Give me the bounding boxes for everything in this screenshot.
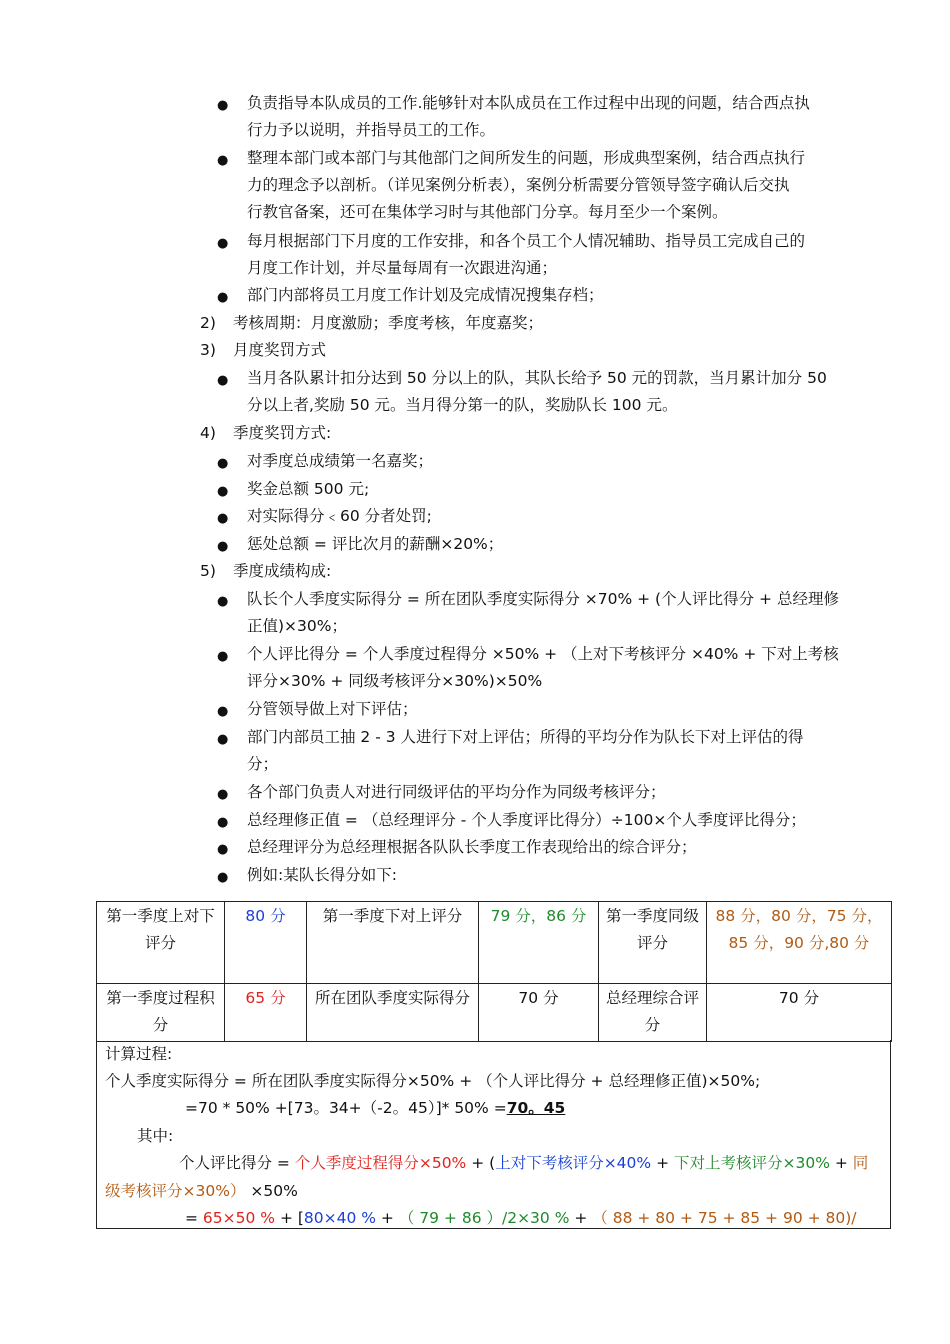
- calc-part: 个人评比得分 =: [179, 1154, 295, 1172]
- calc-part: =: [185, 1209, 203, 1227]
- table-cell: 总经理综合评分: [599, 984, 707, 1042]
- table-cell: 70 分: [479, 984, 599, 1042]
- calc-expression: =70 * 50% +[73。34+（-2。45）]* 50% =: [185, 1099, 507, 1117]
- calc-part: 下对上考核评分×30%: [673, 1154, 830, 1172]
- calc-part: 级考核评分×30%）: [105, 1182, 246, 1200]
- calc-result: 70。45: [506, 1099, 566, 1117]
- table-cell: 70 分: [707, 984, 892, 1042]
- text-line: 分以上者,奖励 50 元。当月得分第一的队，奖励队长 100 元。: [247, 396, 678, 414]
- bullet-item: 各个部门负责人对进行同级评估的平均分作为同级考核评分；: [247, 783, 666, 801]
- text-line: 正值)×30%；: [247, 617, 347, 635]
- calc-part: +: [376, 1209, 399, 1227]
- calculation-box: [96, 1040, 891, 1229]
- section-number: 4): [200, 424, 216, 442]
- text-line: 队长个人季度实际得分 = 所在团队季度实际得分 ×70% + (个人评比得分 + 总经理修: [247, 590, 839, 608]
- bullet-item: 对季度总成绩第一名嘉奖；: [247, 452, 434, 470]
- text-line: 每月根据部门下月度的工作安排，和各个员工个人情况辅助、指导员工完成自己的: [247, 232, 806, 250]
- text-line: 当月各队累计扣分达到 50 分以上的队，其队长给予 50 元的罚款，当月累计加分 50: [247, 369, 827, 387]
- table-cell: 第一季度下对上评分: [307, 902, 479, 984]
- calc-part: 80×40 %: [303, 1209, 376, 1227]
- bullet-item: [247, 641, 867, 695]
- calc-line: [185, 1095, 565, 1122]
- score-table: [96, 901, 892, 1042]
- bullet-item: [247, 145, 867, 226]
- table-row: [97, 902, 892, 984]
- section-heading: 季度奖罚方式:: [233, 424, 332, 442]
- table-cell: 所在团队季度实际得分: [307, 984, 479, 1042]
- text-line: 行教官备案，还可在集体学习时与其他部门分享。每月至少一个案例。: [247, 203, 728, 221]
- text-line: 个人评比得分 = 个人季度过程得分 ×50% + （上对下考核评分 ×40% + 下对上考核: [247, 645, 839, 663]
- table-cell: 第一季度过程积分: [97, 984, 225, 1042]
- text-line: 部门内部将员工月度工作计划及完成情况搜集存档；: [247, 286, 604, 304]
- calc-line: [185, 1205, 857, 1232]
- table-cell: 88 分，80 分，75 分，85 分，90 分,80 分: [707, 902, 892, 984]
- calc-part: + (: [466, 1154, 496, 1172]
- bullet-item: [247, 228, 867, 282]
- bullet-item: [247, 724, 867, 778]
- bullet-item: 总经理修正值 = （总经理评分 - 个人季度评比得分）÷100×个人季度评比得分；: [247, 811, 806, 829]
- text-line: 月度工作计划，并尽量每周有一次跟进沟通；: [247, 259, 558, 277]
- calc-part: +: [569, 1209, 593, 1227]
- table-cell: 第一季度上对下评分: [97, 902, 225, 984]
- calc-part: +: [829, 1154, 853, 1172]
- calc-label: 其中:: [137, 1127, 174, 1145]
- calc-part: +: [651, 1154, 674, 1172]
- table-cell: 第一季度同级评分: [599, 902, 707, 984]
- bullet-item: 总经理评分为总经理根据各队队长季度工作表现给出的综合评分；: [247, 838, 697, 856]
- calc-part: 65×50 %: [202, 1209, 276, 1227]
- text-line: 行力予以说明，并指导员工的工作。: [247, 121, 496, 139]
- section-heading: 月度奖罚方式: [233, 341, 327, 359]
- bullet-item: 奖金总额 500 元;: [247, 480, 370, 498]
- text-line: 评分×30% + 同级考核评分×30%)×50%: [247, 672, 543, 690]
- calc-part: 个人季度过程得分×50%: [294, 1154, 467, 1172]
- bullet-item: 惩处总额 = 评比次月的薪酬×20%；: [247, 535, 504, 553]
- calc-part: 同: [852, 1154, 869, 1172]
- bullet-item: [247, 282, 867, 309]
- table-row: [97, 984, 892, 1042]
- text-line: 整理本部门或本部门与其他部门之间所发生的问题，形成典型案例，结合西点执行: [247, 149, 806, 167]
- calc-part: （ 88 + 80 + 75 + 85 + 90 + 80)/: [592, 1209, 857, 1227]
- table-cell: 80 分: [225, 902, 307, 984]
- calc-title: 计算过程:: [105, 1045, 173, 1063]
- bullet-item: 分管领导做上对下评估；: [247, 700, 418, 718]
- table-cell: 65 分: [225, 984, 307, 1042]
- text-line: 负责指导本队成员的工作.能够针对本队成员在工作过程中出现的问题，结合西点执: [247, 94, 810, 112]
- bullet-item: [247, 365, 867, 419]
- calc-line: 个人季度实际得分 = 所在团队季度实际得分×50% + （个人评比得分 + 总经理修正值)×50%;: [105, 1072, 761, 1090]
- table-cell: 79 分，86 分: [479, 902, 599, 984]
- bullet-item: 对实际得分﹤60 分者处罚;: [247, 507, 432, 525]
- calc-part: ×50%: [245, 1182, 298, 1200]
- text-line: 分；: [247, 755, 279, 773]
- section-number: 2): [200, 314, 216, 332]
- calc-part: + [: [275, 1209, 304, 1227]
- calc-part: （ 79 + 86 ）/2×30 %: [398, 1209, 570, 1227]
- text-line: 部门内部员工抽 2 - 3 人进行下对上评估；所得的平均分作为队长下对上评估的得: [247, 728, 804, 746]
- section-number: 3): [200, 341, 216, 359]
- calc-line: [179, 1150, 868, 1177]
- calc-line: [105, 1178, 298, 1205]
- bullet-item: [247, 586, 867, 640]
- calc-part: 上对下考核评分×40%: [495, 1154, 652, 1172]
- section-number: 5): [200, 562, 216, 580]
- bullet-item: 例如:某队长得分如下:: [247, 866, 397, 884]
- section-heading: 季度成绩构成:: [233, 562, 332, 580]
- text-line: 力的理念予以剖析。（详见案例分析表），案例分析需要分管领导签字确认后交执: [247, 176, 790, 194]
- bullet-item: [247, 90, 867, 144]
- section-heading: 考核周期：月度激励；季度考核，年度嘉奖；: [233, 314, 544, 332]
